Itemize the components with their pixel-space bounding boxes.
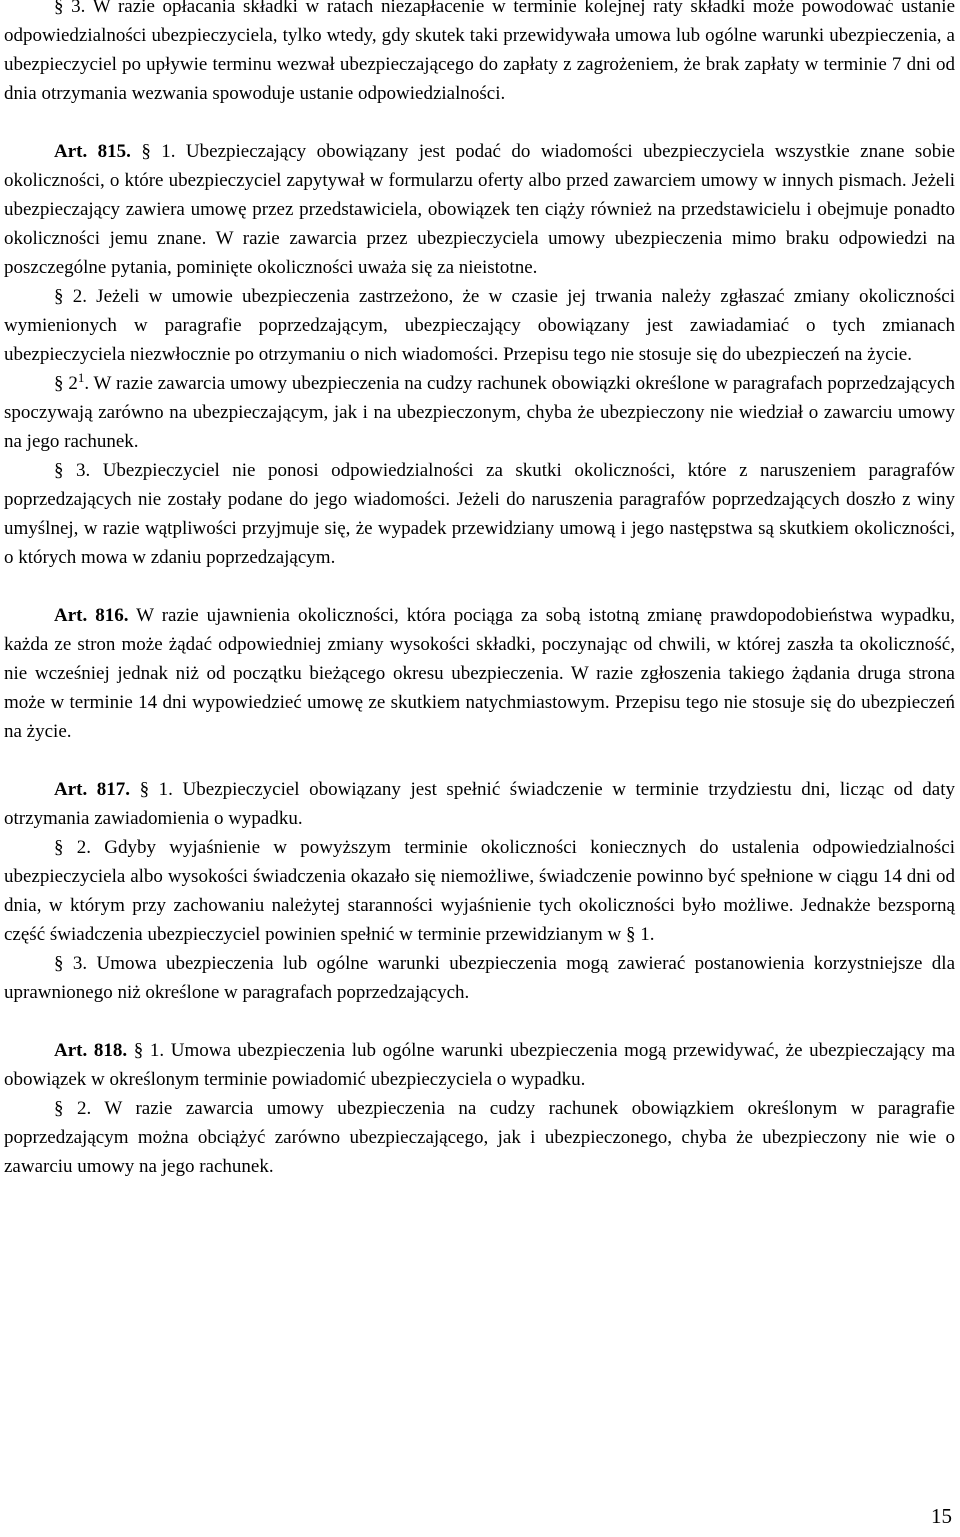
article-heading: Art. 815. xyxy=(54,141,131,162)
paragraph: § $2^1$. W razie zawarcia umowy ubezpieczenia na cudzy rachunek obowiązki określone w paragrafach poprzedzających spoczywają zarówno na ubezpieczającym, jak i na ubezpieczonym, chyba że ubezpieczony nie wiedział o zawarciu umowy na jego rachunek. xyxy=(4,370,955,452)
article-heading: Art. 817. xyxy=(54,779,131,800)
paragraph: § 3. Ubezpieczyciel nie ponosi odpowiedzialności za skutki okoliczności, które z naruszeniem paragrafów poprzedzających nie zostały podane do jego wiadomości. Jeżeli do naruszenia paragrafów poprzedzających doszło z winy umyślnej, w razie wątpliwości przyjmuje się, że wypadek przewidziany umową i jego następstwa są skutkiem okoliczności, o których mowa w zdaniu poprzedzającym. xyxy=(4,460,955,568)
paragraph: § 3. Umowa ubezpieczenia lub ogólne warunki ubezpieczenia mogą zawierać postanowienia korzystniejsze dla uprawnionego niż określone w paragrafach poprzedzających. xyxy=(4,953,955,1003)
paragraph-art-816: Art. 816. W razie ujawnienia okoliczności, która pociąga za sobą istotną zmianę prawdopodobieństwa wypadku, każda ze stron może żądać odpowiedniej zmiany wysokości składki, poczynając od chwili, w której zaszła ta okoliczność, nie wcześniej jednak niż od początku bieżącego okresu ubezpieczenia. W razie zgłoszenia takiego żądania druga strona może w terminie 14 dni wypowiedzieć umowę ze skutkiem natychmiastowym. Przepisu tego nie stosuje się do ubezpieczeń na życie. xyxy=(4,605,955,742)
paragraph: § 3. W razie opłacania składki w ratach niezapłacenie w terminie kolejnej raty składki może powodować ustanie odpowiedzialności ubezpieczyciela, tylko wtedy, gdy skutek taki przewidywała umowa lub ogólne warunki ubezpieczenia, a ubezpieczyciel po upływie terminu wezwał ubezpieczającego do zapłaty z zagrożeniem, że brak zapłaty w terminie 7 dni od dnia otrzymania wezwania spowoduje ustanie odpowiedzialności. xyxy=(4,0,955,104)
article-heading: Art. 818. xyxy=(54,1040,128,1061)
paragraph: § 2. Gdyby wyjaśnienie w powyższym terminie okoliczności koniecznych do ustalenia odpowiedzialności ubezpieczyciela albo wysokości świadczenia okazało się niemożliwe, świadczenie powinno być spełnione w ciągu 14 dni od dnia, w którym przy zachowaniu należytej staranności wyjaśnienie tych okoliczności było możliwe. Jednakże bezsporną część świadczenia ubezpieczyciel powinien spełnić w terminie przewidzianym w § 1. xyxy=(4,837,955,945)
paragraph: § 2. W razie zawarcia umowy ubezpieczenia na cudzy rachunek obowiązkiem określonym w paragrafie poprzedzającym można obciążyć zarówno ubezpieczającego, jak i ubezpieczonego, chyba że ubezpieczony nie wie o zawarciu umowy na jego rachunek. xyxy=(4,1098,955,1177)
paragraph-art-815: Art. 815. § 1. Ubezpieczający obowiązany jest podać do wiadomości ubezpieczyciela wszystkie znane sobie okoliczności, o które ubezpieczyciel zapytywał w formularzu oferty albo przed zawarciem umowy w innych pismach. Jeżeli ubezpieczający zawiera umowę przez przedstawiciela, obowiązek ten ciąży również na przedstawicielu i obejmuje ponadto okoliczności jemu znane. W razie zawarcia przez ubezpieczyciela umowy ubezpieczenia mimo braku odpowiedzi na poszczególne pytania, pominięte okoliczności uważa się za nieistotne. xyxy=(4,141,955,278)
paragraph: § 2. Jeżeli w umowie ubezpieczenia zastrzeżono, że w czasie jej trwania należy zgłaszać zmiany okoliczności wymienionych w paragrafie poprzedzającym, ubezpieczający obowiązany jest zawiadamiać o tych zmianach ubezpieczyciela niezwłocznie po otrzymaniu o nich wiadomości. Przepisu tego nie stosuje się do ubezpieczeń na życie. xyxy=(4,286,955,365)
document-body xyxy=(4,0,955,1181)
article-heading: Art. 816. xyxy=(54,605,129,626)
paragraph-art-818: Art. 818. § 1. Umowa ubezpieczenia lub ogólne warunki ubezpieczenia mogą przewidywać, że ubezpieczający ma obowiązek w określonym terminie powiadomić ubezpieczyciela o wypadku. xyxy=(4,1040,955,1090)
page-number: 15 xyxy=(931,1504,952,1528)
paragraph-art-817: Art. 817. § 1. Ubezpieczyciel obowiązany jest spełnić świadczenie w terminie trzydziestu dni, licząc od daty otrzymania zawiadomienia o wypadku. xyxy=(4,779,955,829)
